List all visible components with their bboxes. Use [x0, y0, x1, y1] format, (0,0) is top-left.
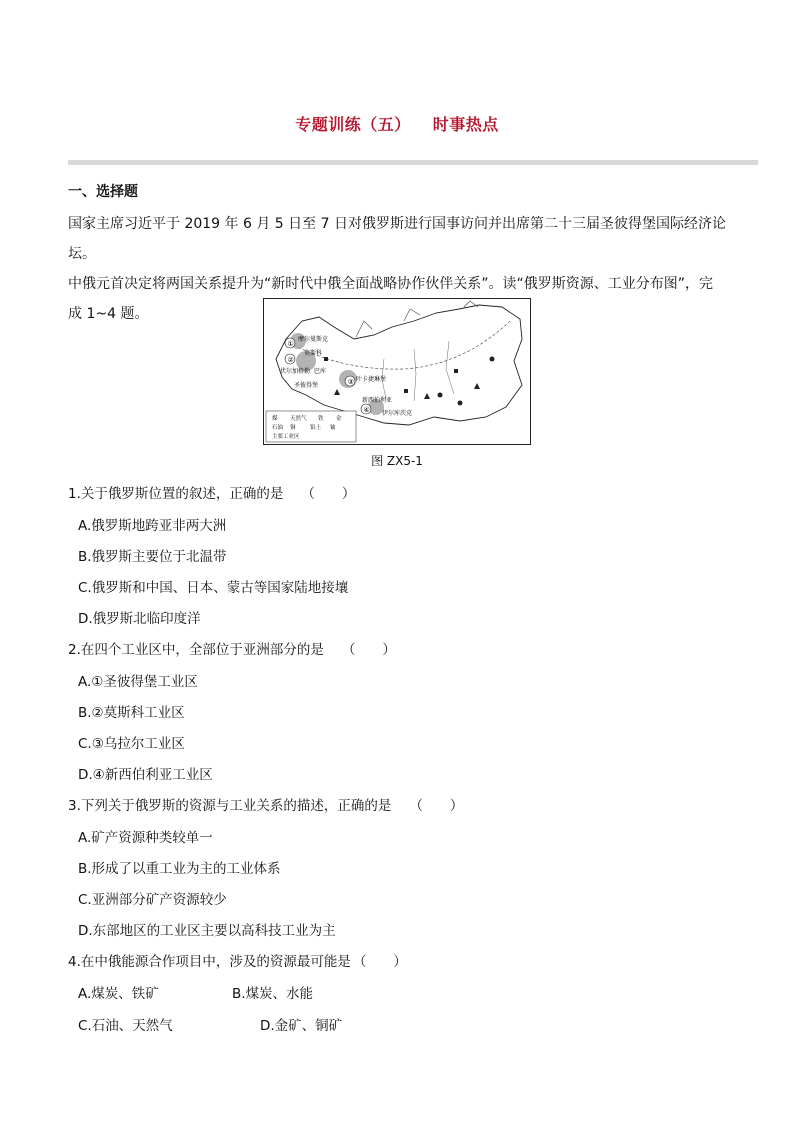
answer-option: C.③乌拉尔工业区 [78, 736, 185, 752]
zone-number: ③ [347, 378, 354, 386]
answer-option: C.俄罗斯和中国、日本、蒙古等国家陆地接壤 [78, 580, 349, 596]
question-stem [68, 794, 463, 814]
river [382, 341, 454, 401]
city-label: 摩尔曼斯克 [298, 336, 329, 343]
answer-blank: （ ） [341, 642, 396, 658]
answer-option: B.②莫斯科工业区 [78, 705, 185, 721]
legend-label: 石油 [272, 425, 284, 431]
city-label: 莫斯科 [304, 350, 323, 357]
answer-option: D.④新西伯利亚工业区 [78, 767, 213, 783]
city-label: 巴库 [314, 368, 327, 375]
legend-label: 铝土 [310, 425, 322, 431]
russia-resource-map [263, 298, 531, 445]
question-stem [68, 638, 396, 658]
question-text: 4.在中俄能源合作项目中，涉及的资源最可能是 [68, 954, 351, 970]
section-heading: 一、选择题 [68, 184, 138, 200]
answer-option: B.形成了以重工业为主的工业体系 [78, 861, 281, 877]
city-label: 新西伯利亚 [362, 397, 393, 404]
figure-caption: 图 ZX5-1 [371, 454, 423, 468]
legend-label: 金 [336, 416, 342, 422]
answer-blank: （ ） [409, 798, 464, 814]
page-title [0, 112, 794, 135]
intro-line: 成 1~4 题。 [68, 306, 149, 322]
answer-option: B.俄罗斯主要位于北温带 [78, 549, 227, 565]
question-text: 1.关于俄罗斯位置的叙述，正确的是 [68, 486, 284, 502]
answer-option: A.煤炭、铁矿 [78, 986, 159, 1002]
question-text: 3.下列关于俄罗斯的资源与工业关系的描述，正确的是 [68, 798, 392, 814]
city-label: 伊尔库茨克 [382, 410, 413, 417]
answer-option: A.矿产资源种类较单一 [78, 830, 213, 846]
answer-option: C.石油、天然气 [78, 1018, 173, 1034]
answer-option: D.东部地区的工业区主要以高科技工业为主 [78, 923, 336, 939]
zone-number: ④ [363, 406, 370, 414]
question-stem [68, 482, 355, 502]
title-main: 专题训练（五） [295, 115, 411, 134]
answer-blank: （ ） [352, 954, 407, 970]
answer-blank: （ ） [301, 486, 356, 502]
answer-option: A.俄罗斯地跨亚非两大洲 [78, 518, 227, 534]
legend-label: 天然气 [290, 416, 307, 422]
zone-number: ② [287, 356, 294, 364]
legend-label: 铜 [290, 425, 296, 431]
title-topic: 时事热点 [432, 115, 499, 134]
intro-line: 国家主席习近平于 2019 年 6 月 5 日至 7 日对俄罗斯进行国事访问并出席第二十三届圣彼得堡国际经济论坛。 [68, 216, 726, 262]
title-divider [68, 160, 758, 165]
city-label: 圣彼得堡 [294, 382, 319, 389]
answer-option: C.亚洲部分矿产资源较少 [78, 892, 227, 908]
intro-line: 中俄元首决定将两国关系提升为“新时代中俄全面战略协作伙伴关系”。读“俄罗斯资源、工业分布图”，完 [68, 276, 714, 292]
question-stem [68, 950, 407, 970]
coastline [356, 301, 478, 337]
zone-number: ① [287, 340, 294, 348]
answer-option: D.金矿、铜矿 [260, 1018, 343, 1034]
question-text: 2.在四个工业区中，全部位于亚洲部分的是 [68, 642, 324, 658]
answer-option: A.①圣彼得堡工业区 [78, 674, 198, 690]
legend-label: 煤 [272, 416, 278, 422]
answer-option: B.煤炭、水能 [232, 986, 314, 1002]
answer-option: D.俄罗斯北临印度洋 [78, 611, 201, 627]
legend-label: 铁 [318, 416, 324, 422]
arctic-circle [294, 321, 510, 369]
city-label: 伏尔加格勒 [280, 368, 311, 375]
legend-label: 主要工业区 [272, 434, 300, 440]
city-label: 叶卡捷琳堡 [356, 376, 387, 383]
legend-label: 铀 [330, 425, 336, 431]
